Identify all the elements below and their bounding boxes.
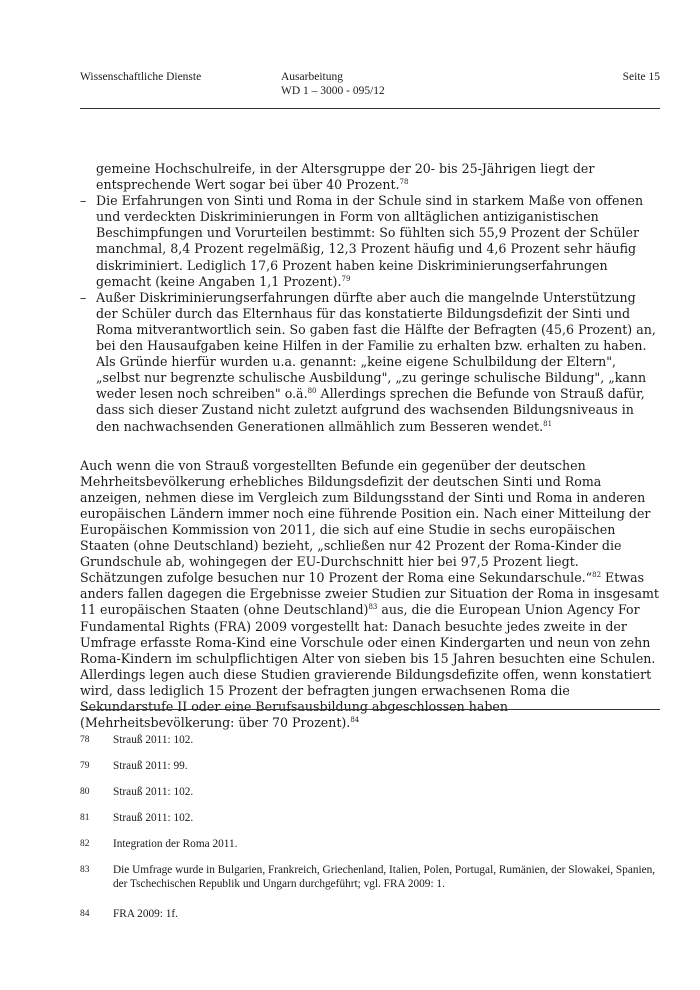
- body-paragraph: [80, 458, 660, 732]
- footnote-ref-83: 83: [368, 603, 378, 612]
- footnotes: [80, 733, 660, 933]
- footnote-text: Integration der Roma 2011.: [113, 838, 238, 850]
- bullet-dash: –: [80, 289, 87, 305]
- footnote-ref-82: 82: [592, 571, 602, 580]
- footnote-number: 78: [80, 735, 90, 745]
- footnote-number: 80: [80, 787, 90, 797]
- footnote-text: Strauß 2011: 102.: [113, 734, 194, 746]
- footnote-number: 84: [80, 909, 90, 919]
- footnote: [80, 733, 660, 747]
- header-doc-number: WD 1 – 3000 - 095/12: [281, 85, 385, 97]
- paragraph-text: Etwas anders fallen dagegen die Ergebnisse zweier Studien zur Situation der Roma in insgesamt 11 europäischen Staaten (ohne Deutschland): [80, 570, 659, 618]
- footnote-number: 83: [80, 865, 90, 875]
- bullet-text: Die Erfahrungen von Sinti und Roma in der Schule sind in starkem Maße von offenen und verdeckten Diskriminierungen in Form von alltäglichen antiziganistischen Beschimpfungen und Vorurteilen bestimmt: So fühlten sich 55,9 Prozent der Schüler manchmal, 8,4 Prozent regelmäßig, 12,3 Prozent häufig und 4,6 Prozent sehr häufig diskriminiert. Lediglich 17,6 Prozent haben keine Diskriminierungserfahrungen gemacht (keine Angaben 1,1 Prozent).: [96, 193, 644, 289]
- header-doc-type: Ausarbeitung: [281, 71, 343, 83]
- footnote-number: 82: [80, 839, 90, 849]
- footnote-number: 81: [80, 813, 90, 823]
- footnote: [80, 811, 660, 825]
- continuation-text: [80, 161, 660, 193]
- footnote-ref-79: 79: [341, 274, 351, 283]
- bullet-text: Außer Diskriminierungserfahrungen dürfte aber auch die mangelnde Unterstützung der Schüler durch das Elternhaus für das konstatierte Bildungsdefizit der Sinti und Roma mitverantwortlich sein. So gaben fast die Hälfte der Befragten (45,6 Prozent) an, bei den Hausaufgaben keine Hilfen in der Familie zu erhalten bzw. erhalten zu haben. Als Gründe hierfür wurden u.a. genannt: „keine eigene Schulbildung der Eltern", „selbst nur begrenzte schulische Ausbildung", „zu geringe schulische Bildung", „kann weder lesen noch schreiben" o.ä.: [96, 289, 656, 402]
- footnote: [80, 785, 660, 799]
- bullet-text-continued: Allerdings sprechen die Befunde von Strauß dafür, dass sich dieser Zustand nicht zuletzt aufgrund des wachsenden Bildungsniveaus in den nachwachsenden Generationen allmählich zum Besseren wendet.: [96, 386, 645, 434]
- footnote-ref-81: 81: [543, 419, 553, 428]
- footnote-ref-80: 80: [307, 387, 317, 396]
- footnote-separator: [80, 709, 660, 710]
- header-rule: [80, 108, 660, 109]
- footnote-ref-84: 84: [350, 715, 360, 724]
- footnote-ref-78: 78: [399, 177, 409, 186]
- header-page-number: Seite 15: [622, 71, 660, 83]
- list-item: [80, 290, 660, 435]
- footnote: [80, 837, 660, 851]
- footnote-text: FRA 2009: 1f.: [113, 908, 178, 920]
- list-item: [80, 193, 660, 290]
- header-document: [281, 70, 385, 98]
- footnote: [80, 863, 660, 891]
- footnote-number: 79: [80, 761, 90, 771]
- footnote: [80, 759, 660, 773]
- header-institution: Wissenschaftliche Dienste: [80, 71, 202, 83]
- paragraph-text: Auch wenn die von Strauß vorgestellten Befunde ein gegenüber der deutschen Mehrheitsbevölkerung erhebliches Bildungsdefizit der deutschen Sinti und Roma anzeigen, nehmen diese im Vergleich zum Bildungsstand der Sinti und Roma in anderen europäischen Ländern immer noch eine führende Position ein. Nach einer Mitteilung der Europäischen Kommission von 2011, die sich auf eine Studie in sechs europäischen Staaten (ohne Deutschland) bezieht, „schließen nur 42 Prozent der Roma-Kinder die Grundschule ab, wohingegen der EU-Durchschnitt hier bei 97,5 Prozent liegt. Schätzungen zufolge besuchen nur 10 Prozent der Roma eine Sekundarschule.“: [80, 457, 651, 586]
- main-text: [80, 161, 660, 731]
- footnote-text: Die Umfrage wurde in Bulgarien, Frankreich, Griechenland, Italien, Polen, Portugal, Rumänien, der Slowakei, Spanien, der Tschechischen Republik und Ungarn durchgeführt; vgl. FRA 2009: 1.: [113, 864, 656, 890]
- continuation-body: gemeine Hochschulreife, in der Altersgruppe der 20- bis 25-Jährigen liegt der entsprechende Wert sogar bei über 40 Prozent.: [96, 161, 595, 193]
- bullet-list: [80, 193, 660, 434]
- footnote-text: Strauß 2011: 99.: [113, 760, 188, 772]
- footnote-text: Strauß 2011: 102.: [113, 786, 194, 798]
- footnote-text: Strauß 2011: 102.: [113, 812, 194, 824]
- bullet-dash: –: [80, 193, 87, 209]
- page-header: [80, 70, 660, 110]
- paragraph-text: aus, die die European Union Agency For Fundamental Rights (FRA) 2009 vorgestellt hat: Danach besuchte jedes zweite in der Umfrage erfasste Roma-Kind eine Vorschule oder einen Kindergarten und neun von zehn Roma-Kindern im schulpflichtigen Alter von sieben bis 15 Jahren besuchten eine Schulen. Allerdings legen auch diese Studien gravierende Bildungsdefizite offen, wenn konstatiert wird, dass lediglich 15 Prozent der befragten jungen erwachsenen Roma die Sekundarstufe II oder eine Berufsausbildung abgeschlossen haben (Mehrheitsbevölkerung: über 70 Prozent).: [80, 602, 656, 731]
- footnote: [80, 907, 660, 921]
